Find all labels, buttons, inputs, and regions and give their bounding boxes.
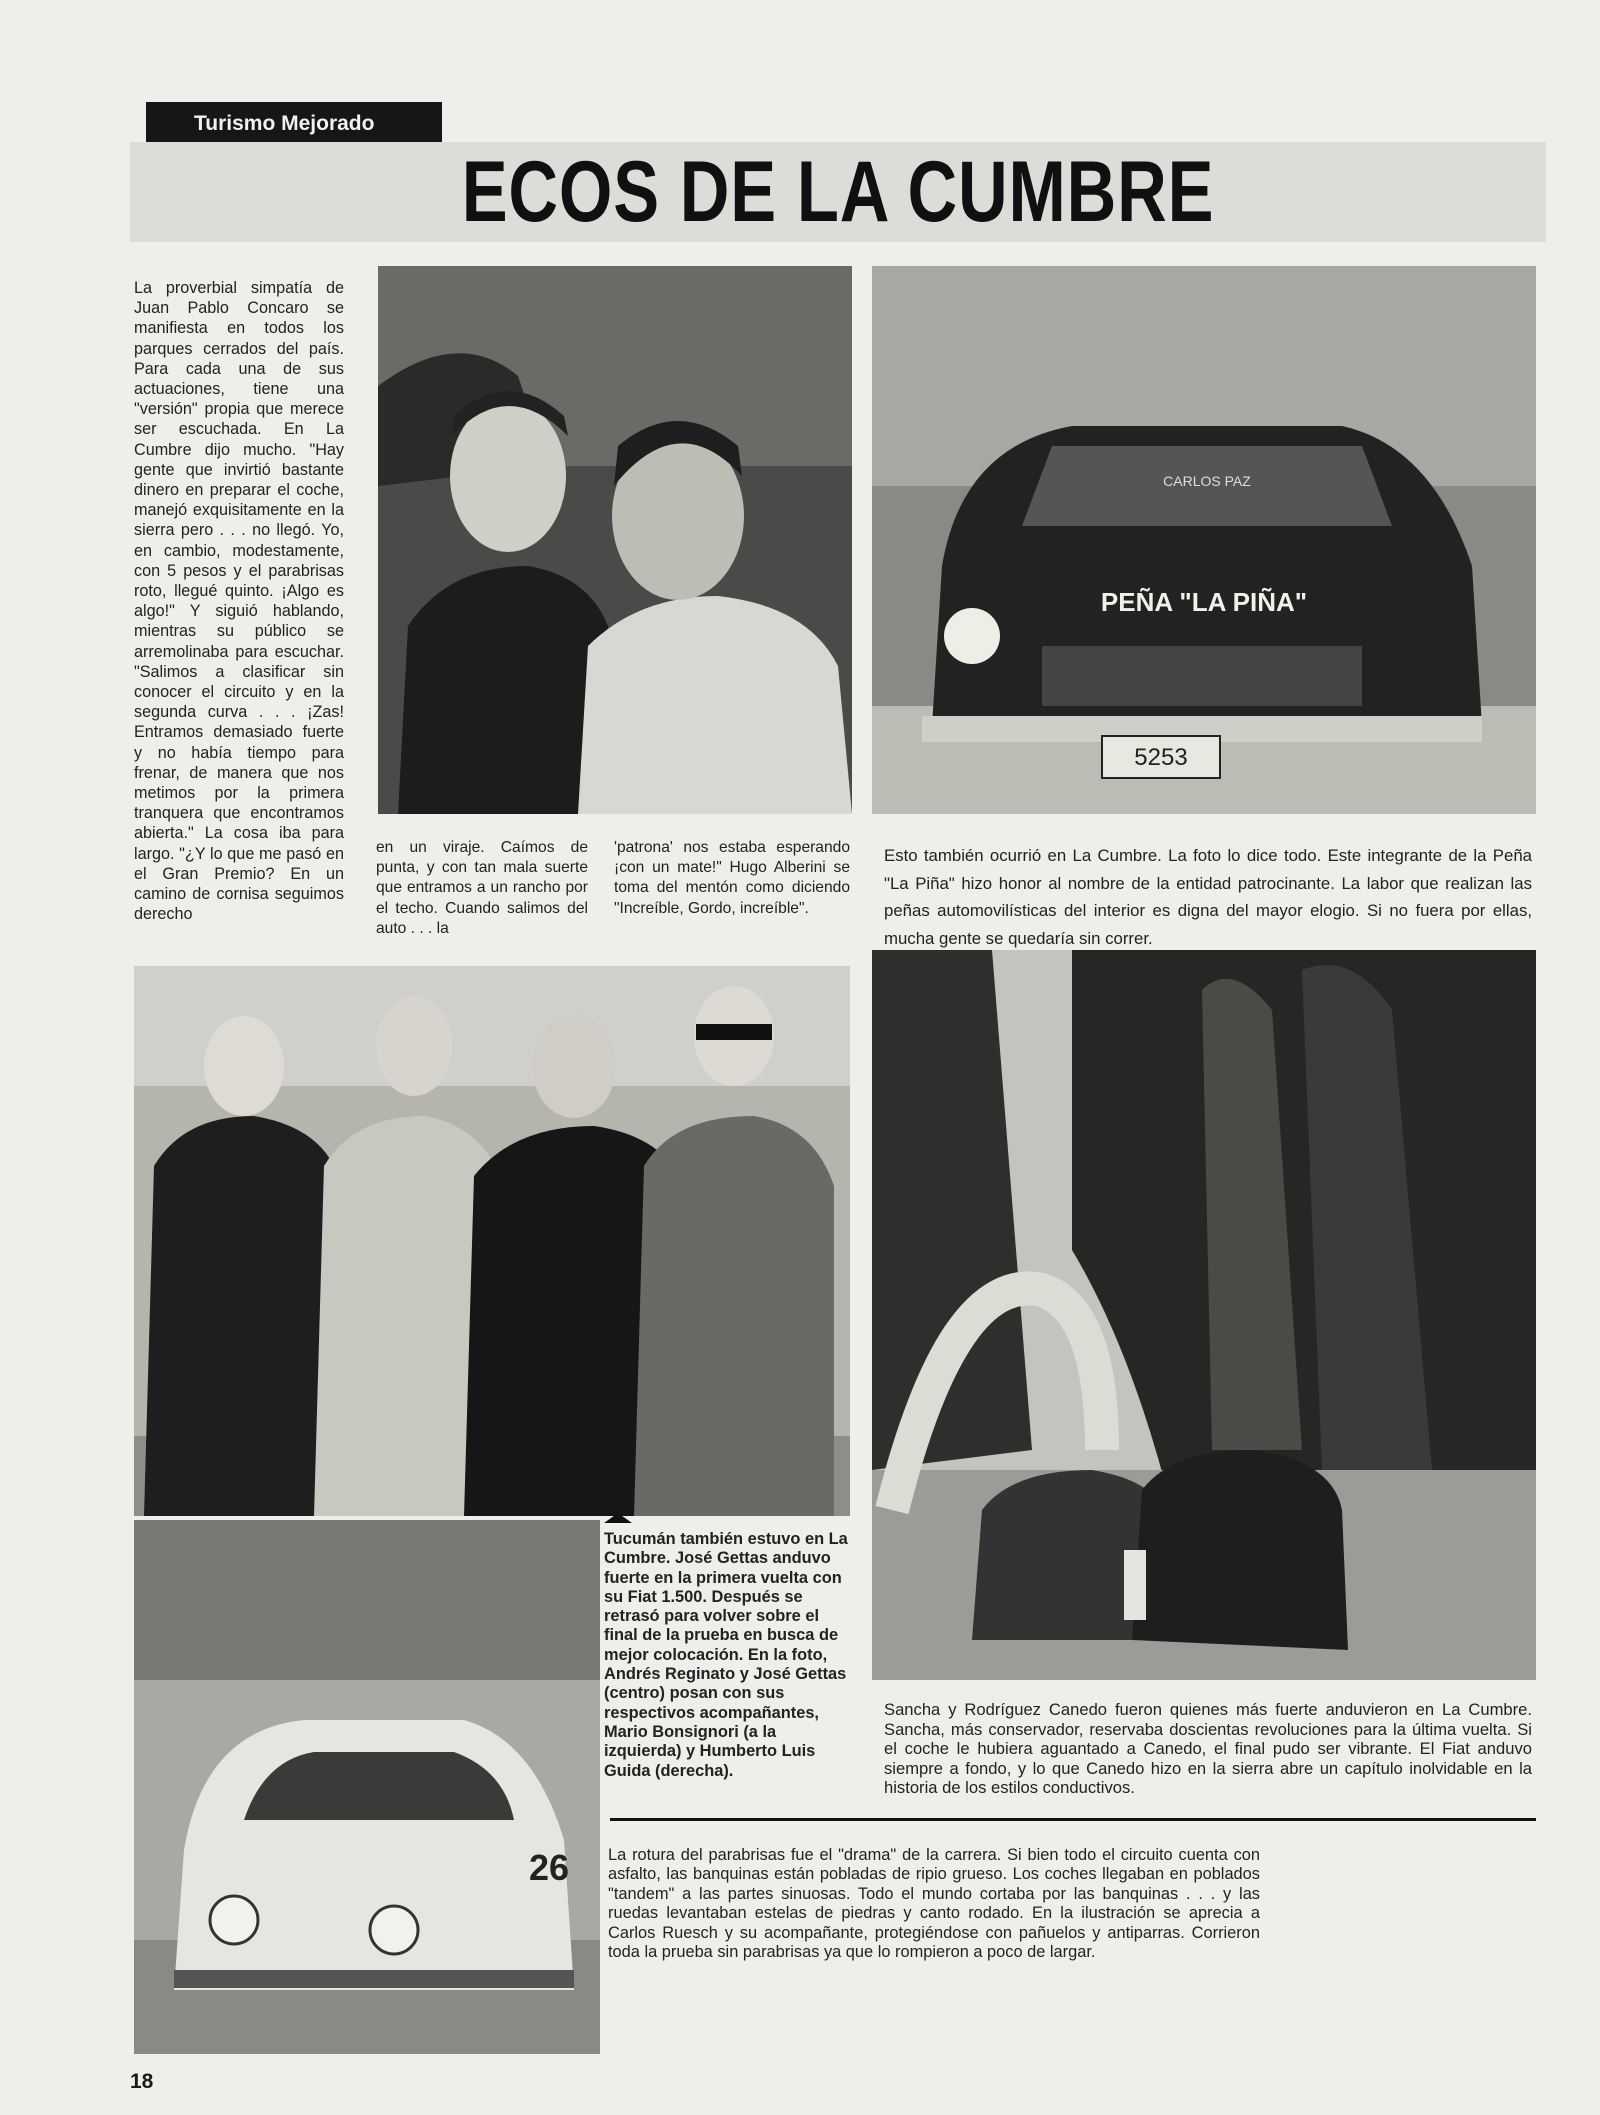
photo-ruesch-car [134,1520,600,2054]
article-column-2: en un viraje. Caímos de punta, y con tan mala suerte que entramos a un rancho por el techo. Cuando salimos del auto . . . la [376,839,588,937]
pena-sign-text: PEÑA "LA PIÑA" [1100,587,1308,617]
section-tag: Turismo Mejorado [146,102,442,146]
caption-pena: Esto también ocurrió en La Cumbre. La foto lo dice todo. Este integrante de la Peña "La Piña" hizo honor al nombre de la entidad patrocinante. La labor que realizan las peñas automovilísticas del interior es digna del mayor elogio. Si no fuera por ellas, mucha gente se quedaría sin correr. [884,846,1532,948]
race-number-text: 26 [529,1847,570,1888]
photo-sancha-canedo [872,950,1536,1680]
divider-rule [610,1818,1536,1821]
page-title: ECOS DE LA CUMBRE [461,144,1215,240]
photo-pena-la-pina-car [872,266,1536,814]
page-number: 18 [130,2070,154,2093]
car-top-text: CARLOS PAZ [1163,473,1251,489]
photo-concaro-alberini [378,266,852,814]
article-column-3: 'patrona' nos estaba esperando ¡con un mate!" Hugo Alberini se toma del mentón como diciendo "Increíble, Gordo, increíble". [614,839,850,917]
caption-sancha: Sancha y Rodríguez Canedo fueron quienes más fuerte anduvieron en La Cumbre. Sancha, más conservador, reservaba doscientas revoluciones para la última vuelta. Si el coche le hubiera aguantado a Canedo, el final pudo ser vibrante. El Fiat anduvo siempre a fondo, y lo que Canedo hizo en la sierra abre un capítulo inolvidable en la historia de los estilos conductivos. [884,1700,1532,1798]
caption-parabrisas: La rotura del parabrisas fue el "drama" de la carrera. Si bien todo el circuito cuenta con asfalto, las banquinas están pobladas de ripio grueso. Los coches llegaban en poblados "tandem" a las partes sinuosas. Todo el mundo cortaba por las banquinas . . . y las ruedas levantaban estelas de piedras y canto rodado. En la ilustración se aprecia a Carlos Ruesch y su acompañante, protegiéndose con pañuelos y antiparras. Corrieron toda la prueba sin parabrisas ya que lo rompieron a poco de largar. [608,1846,1260,1962]
caption-tucuman: Tucumán también estuvo en La Cumbre. José Gettas anduvo fuerte en la primera vuelta con su Fiat 1.500. Después se retrasó para volver sobre el final de la prueba en busca de mejor colocación. En la foto, Andrés Reginato y José Gettas (centro) posan con sus respectivos acompañantes, Mario Bonsignori (a la izquierda) y Humberto Luis Guida (derecha). [604,1530,848,1780]
article-column-1: La proverbial simpatía de Juan Pablo Concaro se manifiesta en todos los parques cerrados del país. Para cada una de sus actuaciones, tiene una "versión" propia que merece ser escuchada. En La Cumbre dijo mucho. "Hay gente que invirtió bastante dinero en preparar el coche, manejó exquisitamente en la sierra pero . . . no llegó. Yo, en cambio, modestamente, con 5 pesos y el parabrisas roto, llegué quinto. ¡Algo es algo!" Y siguió hablando, mientras su público se arremolinaba para escuchar. "Salimos a clasificar sin conocer el circuito y en la segunda curva . . . ¡Zas! Entramos demasiado fuerte y no había tiempo para frenar, de manera que nos metimos por la primera tranquera que encontramos abierta." La cosa iba para largo. "¿Y lo que me pasó en el Gran Premio? En un camino de cornisa seguimos derecho [134,279,344,924]
photo-tucuman-group [134,966,850,1516]
plate-text: 5253 [1134,744,1188,771]
arrow-up-icon [604,1513,632,1523]
